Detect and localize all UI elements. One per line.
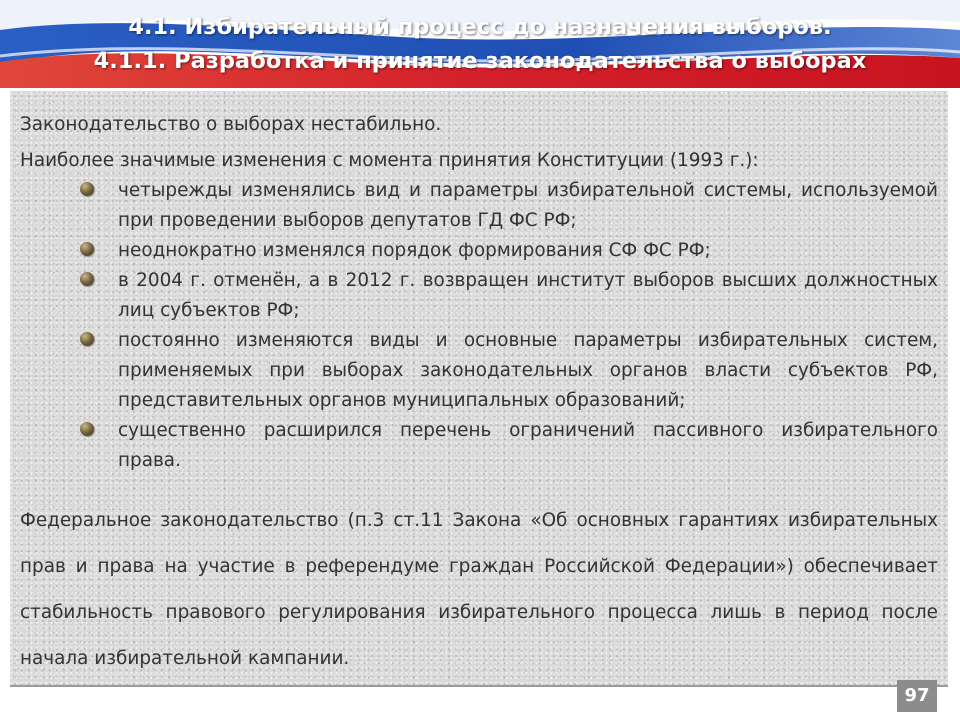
list-item-text: существенно расширился перечень ограничений пассивного избирательного права.: [118, 420, 938, 471]
list-item: [20, 236, 938, 266]
intro-text: Законодательство о выборах нестабильно.: [20, 114, 442, 135]
bullet-sphere-icon: [80, 242, 94, 256]
list-item: [20, 416, 938, 476]
slide-title-line-1: 4.1. Избирательный процесс до назначения выборов.: [128, 14, 832, 40]
conclusion-text: Федеральное законодательство (п.3 ст.11 Закона «Об основных гарантиях избирательных прав и права на участие в референдуме граждан Российской Федерации») обеспечивает стабильность правового регулирования избирательного процесса лишь в период после начала избирательной кампании.: [20, 510, 938, 669]
list-item-text: в 2004 г. отменён, а в 2012 г. возвращен институт выборов высших должностных лиц субъектов РФ;: [118, 270, 938, 321]
bullet-sphere-icon: [80, 422, 94, 436]
slide-content: [20, 110, 938, 682]
list-item-text: постоянно изменяются виды и основные параметры избирательных систем, применяемых при выборах законодательных органов власти субъектов РФ, представительных органов муниципальных образований;: [118, 330, 938, 411]
list-item: [20, 176, 938, 236]
bullet-sphere-icon: [80, 332, 94, 346]
list-item: [20, 266, 938, 326]
slide-title-line-2: 4.1.1. Разработка и принятие законодательства о выборах: [93, 48, 867, 74]
lead-text: Наиболее значимые изменения с момента принятия Конституции (1993 г.):: [20, 150, 759, 171]
changes-list: [20, 176, 938, 476]
list-item: [20, 326, 938, 416]
list-item-text: неоднократно изменялся порядок формирования СФ ФС РФ;: [118, 240, 711, 261]
page-number-badge: 97: [897, 680, 937, 712]
list-item-text: четырежды изменялись вид и параметры избирательной системы, используемой при проведении выборов депутатов ГД ФС РФ;: [118, 180, 938, 231]
slide-title: [0, 10, 960, 78]
flag-banner: [0, 0, 960, 88]
bullet-sphere-icon: [80, 182, 94, 196]
bullet-sphere-icon: [80, 272, 94, 286]
